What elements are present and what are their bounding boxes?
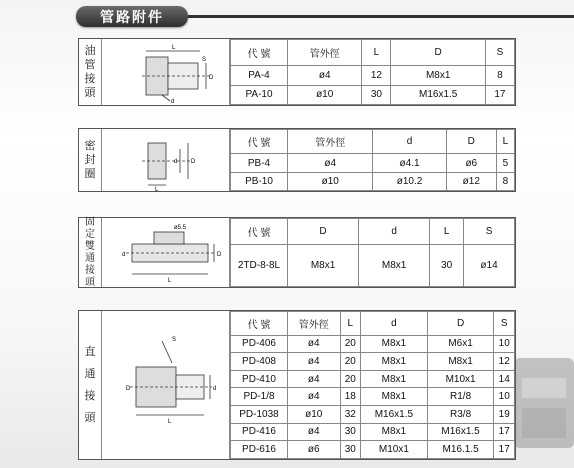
table-row: PD-410 ø4 20 M8x1 M10x1 14: [231, 370, 515, 388]
col-header: 代 號: [231, 130, 288, 154]
dim-d: d: [174, 159, 178, 165]
page-title: 管路附件: [76, 6, 188, 27]
fixed-double-joint-diagram: [102, 218, 229, 287]
section-oil-pipe-joint: [78, 38, 516, 106]
straight-joint-drawing: [102, 311, 230, 459]
col-header: L: [362, 40, 391, 66]
table-row: PD-1/8 ø4 18 M8x1 R1/8 10: [231, 388, 515, 406]
section-label: 固定雙通接頭: [79, 218, 102, 287]
col-header: D: [288, 219, 359, 245]
dim-D: D: [209, 75, 214, 81]
table-row: PA-10 ø10 30 M16x1.5 17: [231, 85, 515, 105]
table-row: PB-4 ø4 ø4.1 ø6 5: [231, 154, 515, 172]
section-fixed-double-joint: [78, 217, 516, 288]
col-header: D: [446, 130, 496, 154]
col-header: 代 號: [231, 40, 288, 66]
table-row: 2TD-8-8L M8x1 M8x1 30 ø14: [231, 245, 515, 287]
dim-S: S: [172, 337, 177, 343]
col-header: 代 號: [231, 219, 288, 245]
dim-D: D: [191, 159, 196, 165]
table-row: PD-416 ø4 30 M8x1 M16x1.5 17: [231, 423, 515, 441]
dim-s: ø5.5: [174, 225, 187, 231]
dim-S: S: [202, 57, 207, 63]
oil-pipe-joint-drawing: [102, 39, 230, 105]
spec-table: [230, 311, 515, 459]
spec-table: [230, 39, 515, 105]
table-row: PD-616 ø6 30 M10x1 M16.1.5 17: [231, 441, 515, 459]
table-row: PD-406 ø4 20 M8x1 M6x1 10: [231, 335, 515, 353]
fixed-double-joint-drawing: [102, 218, 230, 287]
col-header: 管外徑: [288, 312, 341, 336]
col-header: L: [340, 312, 361, 336]
col-header: 代 號: [231, 312, 288, 336]
section-straight-joint: [78, 310, 516, 460]
background-machine-watermark: [504, 318, 574, 468]
col-header: S: [494, 312, 515, 336]
table-row: PD-408 ø4 20 M8x1 M8x1 12: [231, 353, 515, 371]
dim-d: d: [122, 252, 126, 258]
dim-L: L: [168, 419, 172, 425]
spec-table: [230, 129, 515, 191]
table-row: PA-4 ø4 12 M8x1 8: [231, 66, 515, 86]
seal-ring-drawing: [102, 129, 230, 191]
section-label: 密封圈: [79, 129, 102, 191]
dim-D: D: [126, 386, 131, 392]
col-header: 管外徑: [288, 40, 362, 66]
col-header: D: [391, 40, 485, 66]
dim-d: d: [171, 99, 175, 105]
section-seal-ring: [78, 128, 516, 192]
table-row: PD-1038 ø10 32 M16x1.5 R3/8 19: [231, 406, 515, 424]
dim-L: L: [172, 45, 176, 51]
section-label: 油管接頭: [79, 39, 102, 105]
col-header: d: [373, 130, 446, 154]
section-label: 直通接頭: [79, 311, 102, 459]
spec-table: [230, 218, 515, 287]
dim-L: L: [155, 187, 159, 191]
dim-L: L: [168, 278, 172, 284]
table-row: PB-10 ø10 ø10.2 ø12 8: [231, 172, 515, 190]
col-header: S: [464, 219, 515, 245]
title-underline: [188, 15, 574, 18]
col-header: L: [496, 130, 514, 154]
seal-ring-diagram: [102, 129, 229, 191]
col-header: d: [361, 312, 428, 336]
col-header: S: [485, 40, 514, 66]
dim-D: D: [217, 252, 222, 258]
col-header: 管外徑: [288, 130, 373, 154]
oil-pipe-joint-diagram: [102, 39, 229, 105]
straight-joint-diagram: [102, 311, 229, 459]
col-header: d: [359, 219, 430, 245]
dim-d: d: [213, 386, 217, 392]
col-header: L: [430, 219, 464, 245]
col-header: D: [427, 312, 494, 336]
